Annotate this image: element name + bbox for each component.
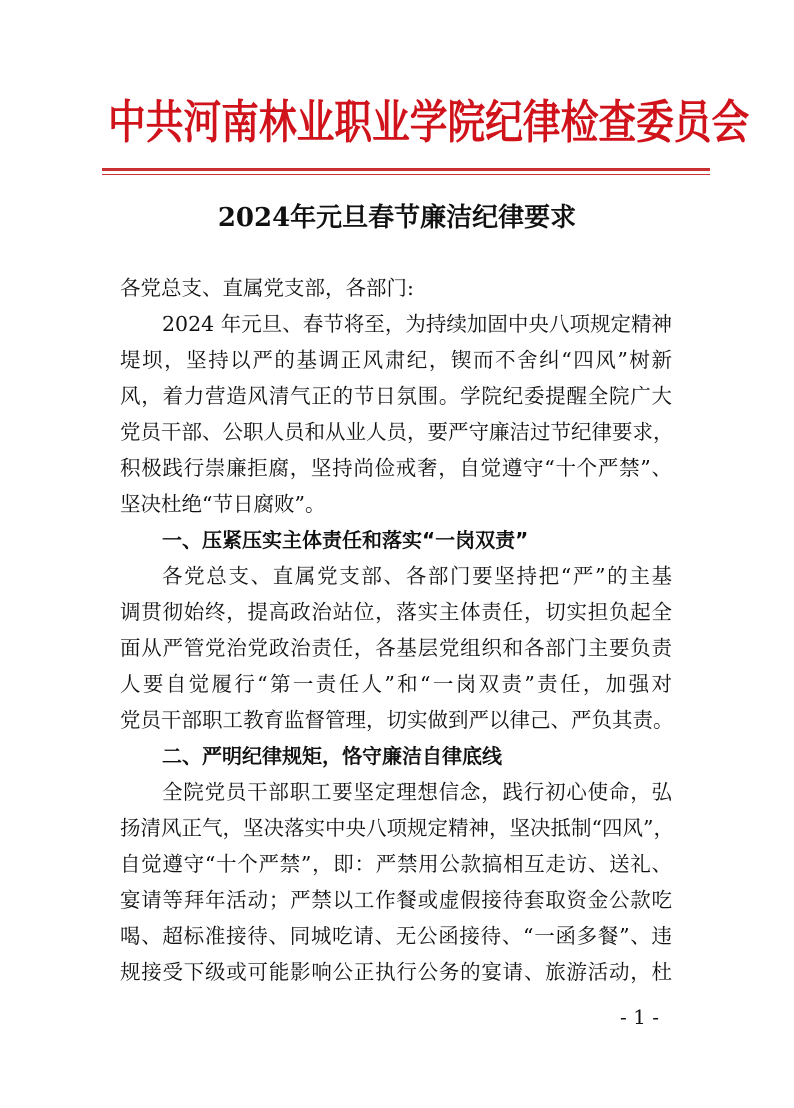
section1-line: 调贯彻始终，提高政治站位，落实主体责任，切实担负起全 [120, 600, 672, 624]
intro-line: 风，着力营造风清气正的节日氛围。学院纪委提醒全院广大 [120, 384, 672, 408]
section2-line: 规接受下级或可能影响公正执行公务的宴请、旅游活动，杜 [120, 960, 672, 984]
header-rule-thick [102, 168, 710, 171]
document-title: 2024年元旦春节廉洁纪律要求 [217, 203, 577, 233]
section2-line: 喝、超标准接待、同城吃请、无公函接待、“一函多餐”、违 [120, 924, 672, 948]
intro-line: 坚决杜绝“节日腐败”。 [120, 492, 326, 516]
section-heading-1: 一、压紧压实主体责任和落实“一岗双责” [162, 528, 529, 552]
organization-name: 中共河南林业职业学院纪律检查委员会 [108, 95, 750, 149]
section2-line: 宴请等拜年活动；严禁以工作餐或虚假接待套取资金公款吃 [120, 888, 672, 912]
section-heading-2: 二、严明纪律规矩，恪守廉洁自律底线 [162, 744, 502, 768]
salutation: 各党总支、直属党支部，各部门: [120, 276, 414, 300]
section2-line: 自觉遵守“十个严禁”，即：严禁用公款搞相互走访、送礼、 [120, 852, 672, 876]
issuing-organization-header [108, 92, 750, 152]
section2-line: 扬清风正气，坚决落实中央八项规定精神，坚决抵制“四风”， [120, 816, 674, 840]
section1-line: 党员干部职工教育监督管理，切实做到严以律己、严负其责。 [120, 708, 674, 732]
section2-line: 全院党员干部职工要坚定理想信念，践行初心使命，弘 [162, 780, 672, 804]
section1-line: 人要自觉履行“第一责任人”和“一岗双责”责任，加强对 [120, 672, 672, 696]
header-rule-thin [102, 174, 710, 175]
intro-line: 2024 年元旦、春节将至，为持续加固中央八项规定精神 [162, 312, 672, 336]
page-number: - 1 - [620, 1005, 659, 1029]
section1-line: 各党总支、直属党支部、各部门要坚持把“严”的主基 [162, 564, 672, 588]
intro-line: 堤坝，坚持以严的基调正风肃纪，锲而不舍纠“四风”树新 [120, 348, 672, 372]
intro-line: 党员干部、公职人员和从业人员，要严守廉洁过节纪律要求， [120, 420, 674, 444]
section1-line: 面从严管党治党政治责任，各基层党组织和各部门主要负责 [120, 636, 672, 660]
intro-line: 积极践行崇廉拒腐，坚持尚俭戒奢，自觉遵守“十个严禁”、 [120, 456, 672, 480]
